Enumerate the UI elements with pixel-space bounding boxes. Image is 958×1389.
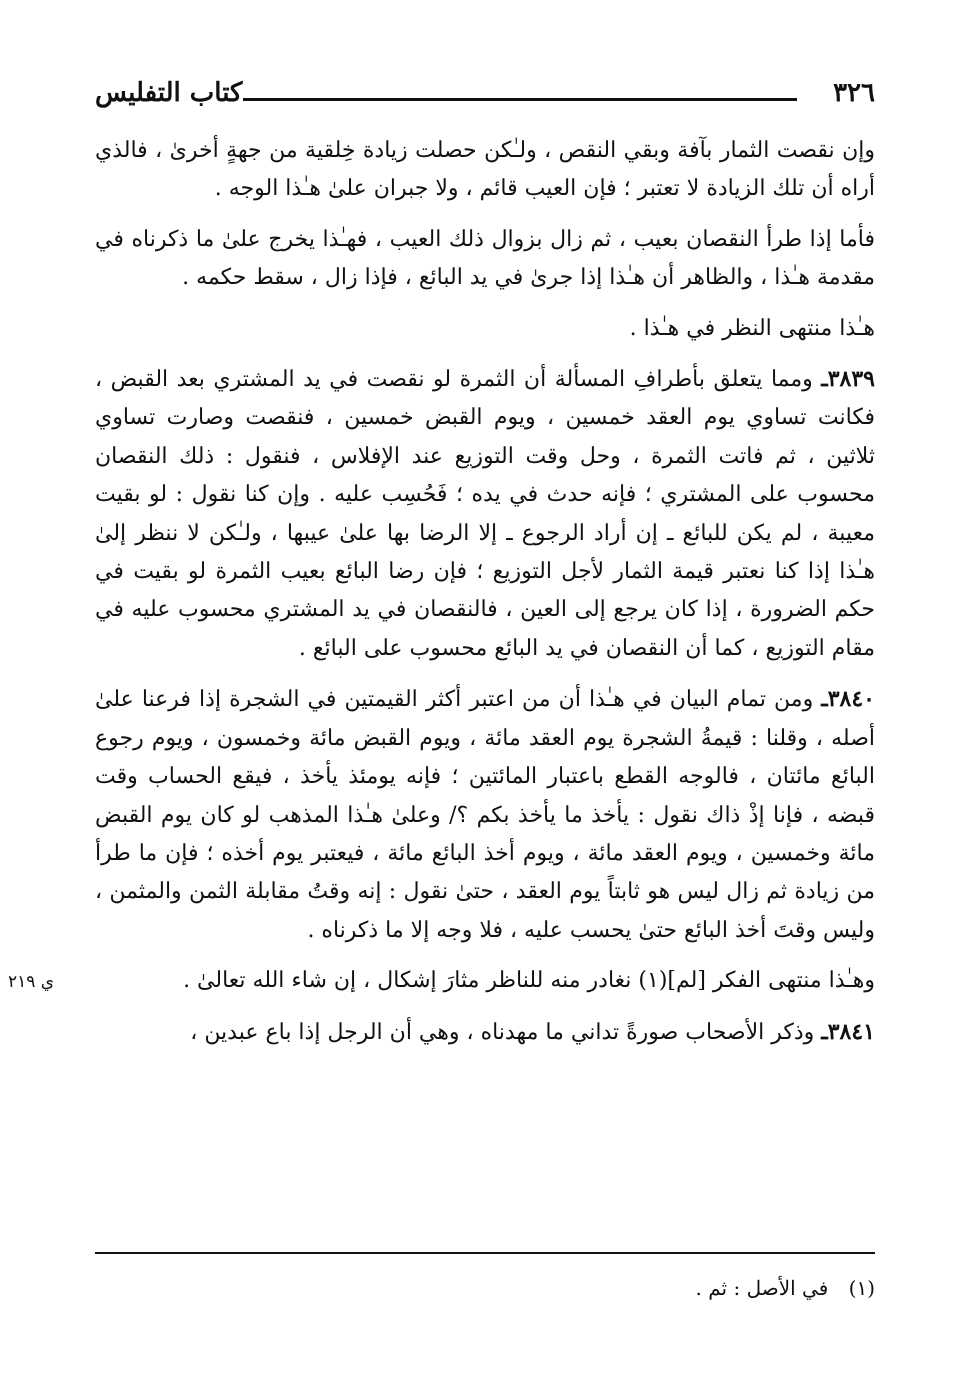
footnote-number: (١) [848,1276,875,1300]
page-number: ٣٢٦ [833,78,875,108]
running-title: كتاب التفليس [95,78,243,108]
paragraph [95,221,875,298]
paragraph [95,310,875,348]
footnote-text: في الأصل : ثم . [695,1276,829,1300]
paragraph-text: هـٰذا منتهى النظر في هـٰذا . [629,315,875,341]
paragraph-text: وذكر الأصحاب صورةً تداني ما مهدناه ، وهي أن الرجل إذا باع عبدين ، [190,1019,822,1045]
paragraph-text: وهـٰذا منتهى الفكر [لم](١) نغادر منه للناظر مثارَ إشكال ، إن شاء الله تعالىٰ . [183,968,875,994]
paragraph-text: فأما إذا طرأ النقصان بعيب ، ثم زال بزوال ذلك العيب ، فهـٰذا يخرج علىٰ ما ذكرناه في مقدمة هـٰذا ، والظاهر أن هـٰذا إذا جرىٰ في يد البائع ، فإذا زال ، سقط حكمه . [95,226,875,291]
header-rule [243,98,797,101]
margin-note: ي ٢١٩ [8,972,55,992]
paragraph [95,680,875,950]
paragraph-text: ومن تمام البيان في هـٰذا أن من اعتبر أكثر القيمتين في الشجرة إذا فرعنا علىٰ أصله ، وقلنا : قيمةُ الشجرة يوم العقد مائة ، ويوم القبض مائة وخمسون ، ويوم رجوع البائع مائتان ، فالوجه القطع باعتبار المائتين ؛ فإنه يومئذ يأخذ ، فيقع الحساب وقت قبضه ، فإنا إذْ ذاك نقول : يأخذ ما يأخذ بكم ؟/ وعلىٰ هـٰذا المذهب لو كان يوم القبض مائة وخمسين ، ويوم العقد مائة ، ويوم أخذ البائع مائة ، فيعتبر يوم أخذه ؛ فإن ما طرأ من زيادة ثم زال ليس هو ثابتاً يوم العقد ، حتىٰ نقول : إنه وقتُ مقابلة الثمن والمثمن ، وليس وقتَ أخذ البائع حتىٰ يحسب عليه ، فلا وجه إلا ما ذكرناه . [95,687,875,943]
body-text [95,132,875,1064]
paragraph-number: ٣٨٤٠ـ [821,686,875,713]
paragraph [95,132,875,209]
paragraph-number: ٣٨٣٩ـ [821,366,875,393]
footnote [95,1276,875,1300]
paragraph-number: ٣٨٤١ـ [821,1018,875,1045]
paragraph [95,962,875,1000]
paragraph-text: ومما يتعلق بأطرافِ المسألة أن الثمرة لو نقصت في يد المشتري بعد القبض ، فكانت تساوي يوم العقد خمسين ، ويوم القبض خمسين ، فنقصت وصارت تساوي ثلاثين ، ثم فاتت الثمرة ، وحل وقت التوزيع عند الإفلاس ، فنقول : ذلك النقصان محسوب على المشتري ؛ فإنه حدث في يده ؛ فَحُسِب عليه . وإن كنا نقول : لو بقيت معيبة ، لم يكن للبائع ـ إن أراد الرجوع ـ إلا الرضا بها علىٰ عيبها ، ولـٰكن لا ننظر إلىٰ هـٰذا إذا كنا نعتبر قيمة الثمار لأجل التوزيع ؛ فإن رضا البائع بعيب الثمرة لو بقيت في حكم الضرورة ، إذا كان يرجع إلى العين ، فالنقصان في يد المشتري محسوب عليه في مقام التوزيع ، كما أن النقصان في يد البائع محسوب على البائع . [95,367,875,661]
footnote-rule [95,1252,875,1254]
paragraph-text: وإن نقصت الثمار بآفة وبقي النقص ، ولـٰكن حصلت زيادة خِلقية من جهةٍ أخرىٰ ، فالذي أراه أن تلك الزيادة لا تعتبر ؛ فإن العيب قائم ، ولا جبران علىٰ هـٰذا الوجه . [95,138,875,202]
paragraph [95,360,875,668]
page-header [95,78,875,118]
paragraph [95,1013,875,1052]
